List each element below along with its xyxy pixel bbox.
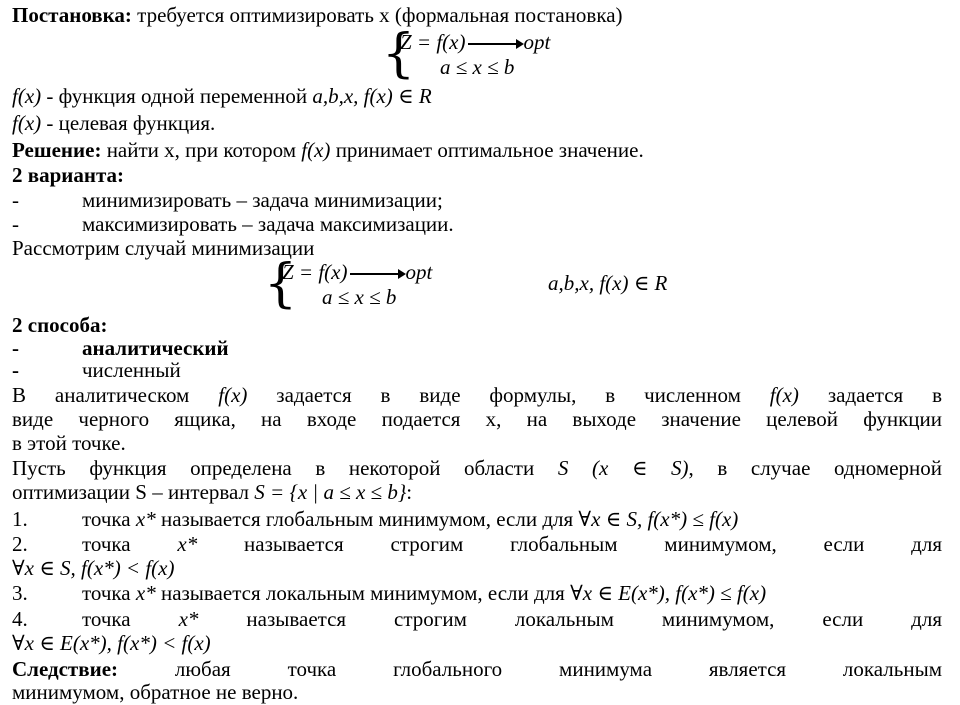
system-brace: { — [382, 24, 416, 84]
variants-header: 2 варианта: — [12, 163, 125, 187]
solution-text-end: принимает оптимальное значение. — [330, 138, 644, 162]
analytic-paragraph-line-2: виде черного ящика, на входе подается x, на выходе значение целевой функции — [12, 407, 942, 431]
problem-statement-label: Постановка: — [12, 3, 132, 27]
objective-function-line — [12, 111, 215, 136]
function-definition-line — [12, 84, 432, 109]
variant-item: - максимизировать – задача максимизации. — [12, 212, 454, 236]
objective-function-text: - целевая функция. — [41, 111, 216, 135]
definition-4-line-1: 4. точка x* называется строгим локальным минимумом, если для — [12, 607, 942, 631]
problem-statement-text: требуется оптимизировать x (формальная постановка) — [131, 3, 623, 27]
system-1-constraint: a ≤ x ≤ b — [440, 55, 515, 79]
arrow-icon — [350, 273, 404, 275]
fx-formula: f(x) — [301, 138, 331, 162]
solution-text: найти x, при котором — [101, 138, 302, 162]
fx-formula: f(x) — [12, 111, 42, 135]
fx-formula: f(x) — [12, 84, 42, 108]
analytic-paragraph-line-1: В аналитическом f(x) задается в виде формулы, в численном f(x) задается в — [12, 383, 942, 407]
definition-2-condition: ∀x ∈ S, f(x*) < f(x) — [12, 556, 175, 580]
minimization-intro: Рассмотрим случай минимизации — [12, 236, 315, 260]
domain-paragraph-line-2: оптимизации S – интервал S = {x | a ≤ x ≤ b}: — [12, 480, 413, 504]
variant-item: - минимизировать – задача минимизации; — [12, 188, 443, 212]
method-item: - аналитический — [12, 336, 229, 360]
system-2-objective: Z = f(x) opt — [282, 260, 433, 284]
consequence-line-1: Следствие: любая точка глобального минимума является локальным — [12, 657, 942, 681]
function-definition-text: - функция одной переменной — [41, 84, 313, 108]
domain-formula: a,b,x, f(x) ∈ R — [548, 271, 668, 295]
system-brace: { — [264, 254, 298, 314]
system-2-constraint: a ≤ x ≤ b — [322, 285, 397, 309]
definition-3: 3. точка x* называется локальным минимумом, если для ∀x ∈ E(x*), f(x*) ≤ f(x) — [12, 581, 767, 605]
method-item: - численный — [12, 358, 181, 382]
solution-label: Решение: — [12, 138, 102, 162]
solution-line — [12, 138, 644, 163]
definition-4-condition: ∀x ∈ E(x*), f(x*) < f(x) — [12, 631, 211, 655]
methods-header: 2 способа: — [12, 313, 108, 337]
consequence-line-2: минимумом, обратное не верно. — [12, 680, 299, 704]
consequence-label: Следствие: — [12, 657, 119, 681]
analytic-paragraph-line-3: в этой точке. — [12, 431, 126, 455]
domain-paragraph-line-1: Пусть функция определена в некоторой области S (x ∈ S), в случае одномерной — [12, 456, 942, 480]
system-1-objective: Z = f(x) opt — [400, 30, 551, 54]
definition-1: 1. точка x* называется глобальным минимумом, если для ∀x ∈ S, f(x*) ≤ f(x) — [12, 507, 739, 531]
definition-2-line-1: 2. точка x* называется строгим глобальным минимумом, если для — [12, 532, 942, 556]
problem-statement-line — [12, 3, 623, 28]
domain-formula: a,b,x, f(x) ∈ R — [312, 84, 432, 108]
arrow-icon — [468, 43, 522, 45]
